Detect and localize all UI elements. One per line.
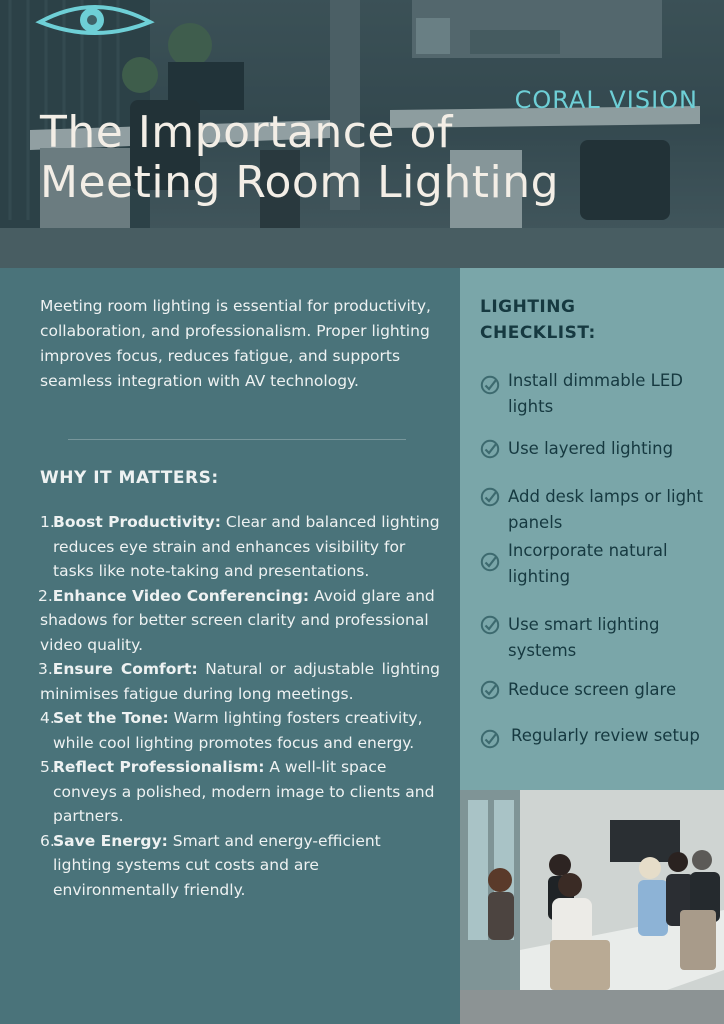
list-item <box>40 657 440 706</box>
list-number: 3. <box>38 660 53 678</box>
checklist-item <box>480 484 716 536</box>
checklist-heading <box>480 294 596 346</box>
list-item-title: Boost Productivity: <box>53 513 221 531</box>
checklist-item-label: Install dimmable LED lights <box>508 371 684 416</box>
why-heading: WHY IT MATTERS: <box>40 468 219 488</box>
checklist-item-label: Use smart lighting systems <box>508 615 660 660</box>
list-item-text: Clear and balanced lighting reduces eye strain and enhances visibility for tasks like note-taking and presentations. <box>53 513 440 580</box>
check-circle-icon <box>480 552 500 572</box>
checklist-item-label: Reduce screen glare <box>508 680 677 699</box>
list-item-text: A well-lit space conveys a polished, modern image to clients and partners. <box>53 758 435 825</box>
title-line-2: Meeting Room Lighting <box>40 157 560 208</box>
list-number: 6. <box>40 831 55 850</box>
left-panel <box>0 268 460 1024</box>
list-number: 1. <box>40 513 55 531</box>
list-item-text: Avoid glare and shadows for better screen clarity and professional video quality. <box>40 586 435 654</box>
check-circle-icon <box>480 680 500 700</box>
meeting-photo-illustration <box>460 790 724 1024</box>
checklist-heading-line-2: CHECKLIST: <box>480 323 596 343</box>
why-list <box>40 510 440 902</box>
checklist-item-label: Use layered lighting <box>508 439 674 458</box>
check-circle-icon <box>480 375 500 395</box>
check-circle-icon <box>480 439 500 459</box>
coral-vision-logo-icon <box>0 0 190 80</box>
divider <box>68 439 406 440</box>
checklist-item <box>480 368 716 420</box>
list-item <box>40 584 440 658</box>
checklist-item-label: Add desk lamps or light panels <box>508 487 703 532</box>
list-item-text: Smart and energy-efficient lighting systems cut costs and are environmentally friendly. <box>53 831 381 899</box>
list-number: 2. <box>38 586 53 605</box>
checklist-item <box>480 538 716 590</box>
meeting-photo <box>460 790 724 1024</box>
list-item <box>40 706 440 755</box>
brand-name: CORAL VISION <box>514 86 698 114</box>
list-item-title: Set the Tone: <box>53 709 169 727</box>
list-number: 4. <box>40 709 55 727</box>
list-item-title: Enhance Video Conferencing: <box>52 586 310 605</box>
checklist-item <box>480 436 716 462</box>
checklist-item-label: Incorporate natural lighting <box>508 541 668 586</box>
list-item-text: Warm lighting fosters creativity, while cool lighting promotes focus and energy. <box>53 709 423 752</box>
checklist-item-label: Regularly review setup <box>511 726 700 745</box>
checklist-heading-line-1: LIGHTING <box>480 297 576 317</box>
list-item-title: Save Energy: <box>53 831 168 850</box>
checklist-item <box>480 677 716 703</box>
list-item <box>40 829 440 903</box>
page-title <box>40 108 559 208</box>
checklist-item <box>480 723 716 749</box>
checklist-panel <box>460 268 724 790</box>
hero-banner <box>0 0 724 268</box>
list-item-title: Ensure Comfort: <box>52 660 198 678</box>
intro-paragraph: Meeting room lighting is essential for productivity, collaboration, and professionalism. Proper lighting improves focus, reduces fatigue, and supports seamless integration with AV technology. <box>40 297 431 390</box>
list-number: 5. <box>40 758 55 776</box>
checklist-item <box>480 612 716 664</box>
list-item-title: Reflect Professionalism: <box>53 758 265 776</box>
title-line-1: The Importance of <box>40 107 453 158</box>
list-item <box>40 510 440 584</box>
check-circle-icon <box>480 615 500 635</box>
list-item-text: Natural or adjustable lighting minimises fatigue during long meetings. <box>40 660 440 703</box>
check-circle-icon <box>480 487 500 507</box>
list-item <box>40 755 440 829</box>
check-circle-icon <box>480 729 500 749</box>
